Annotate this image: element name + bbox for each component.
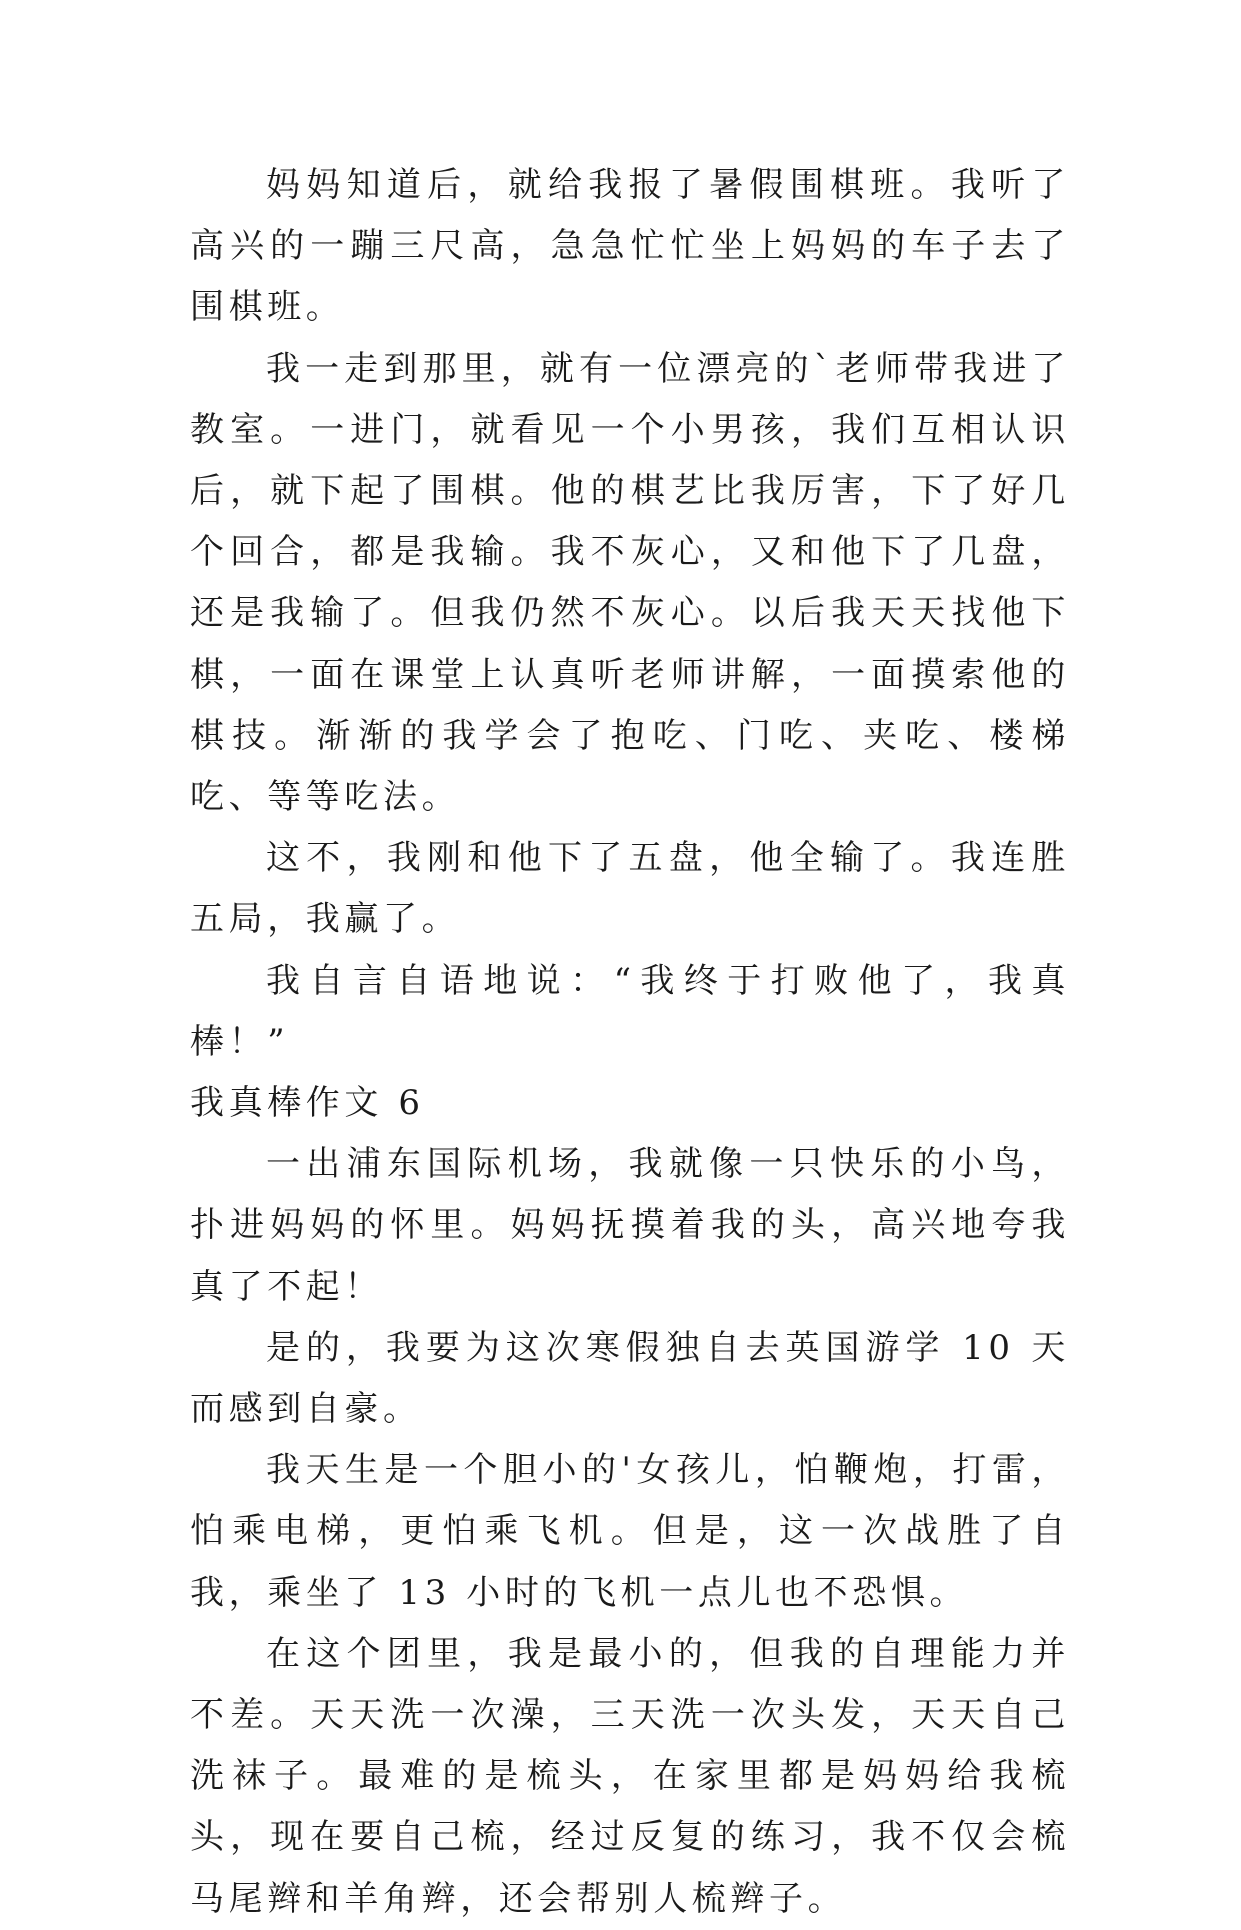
paragraph-3: 这不，我刚和他下了五盘，他全输了。我连胜五局，我赢了。 (190, 838, 1070, 940)
paragraph-2: 我一走到那里，就有一位漂亮的`老师带我进了教室。一进门，就看见一个小男孩，我们互相认识后，就下起了围棋。他的棋艺比我厉害，下了好几个回合，都是我输。我不灰心，又和他下了几盘，还是我输了。但我仍然不灰心。以后我天天找他下棋，一面在课堂上认真听老师讲解，一面摸索他的棋技。渐渐的我学会了抱吃、门吃、夹吃、楼梯吃、等等吃法。 (190, 348, 1070, 818)
paragraph-7: 我天生是一个胆小的'女孩儿，怕鞭炮，打雷，怕乘电梯，更怕乘飞机。但是，这一次战胜了自我，乘坐了 13 小时的飞机一点儿也不恐惧。 (190, 1450, 1070, 1613)
paragraph-6: 是的，我要为这次寒假独自去英国游学 10 天而感到自豪。 (190, 1327, 1070, 1430)
essay-title-6: 我真棒作文 6 (190, 1083, 425, 1124)
paragraph-8: 在这个团里，我是最小的，但我的自理能力并不差。天天洗一次澡，三天洗一次头发，天天自己洗袜子。最难的是梳头，在家里都是妈妈给我梳头，现在要自己梳，经过反复的练习，我不仅会梳马尾辫和羊角辫，还会帮别人梳辫子。 (190, 1633, 1070, 1919)
paragraph-5: 一出浦东国际机场，我就像一只快乐的小鸟，扑进妈妈的怀里。妈妈抚摸着我的头，高兴地夸我真了不起！ (190, 1144, 1070, 1307)
paragraph-1: 妈妈知道后，就给我报了暑假围棋班。我听了高兴的一蹦三尺高，急急忙忙坐上妈妈的车子去了围棋班。 (190, 165, 1070, 328)
essay-body (190, 155, 1070, 1930)
paragraph-4: 我自言自语地说：“我终于打败他了，我真棒！” (190, 960, 1070, 1062)
